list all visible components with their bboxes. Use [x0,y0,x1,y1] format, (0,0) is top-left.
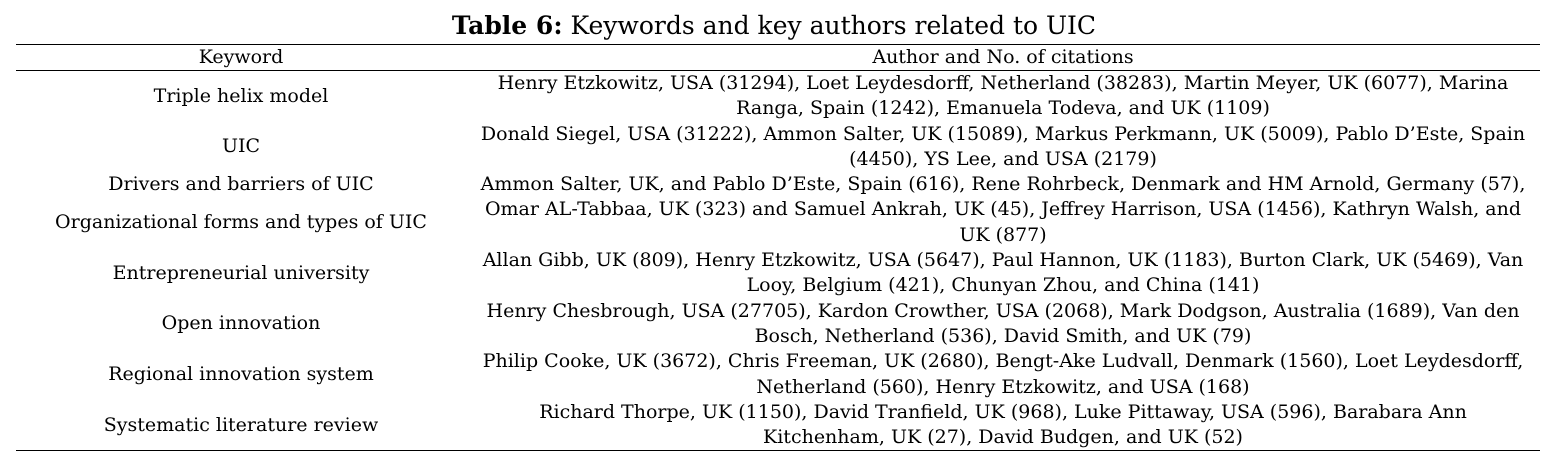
table-row [16,299,1540,350]
authors-cell: Donald Siegel, USA (31222), Ammon Salter, UK (15089), Markus Perkmann, UK (5009), Pablo D’Este, Spain (4450), YS Lee, and USA (2179) [480,122,1526,170]
authors-cell: Allan Gibb, UK (809), Henry Etzkowitz, USA (5647), Paul Hannon, UK (1183), Burton Clark, UK (5469), Van Looy, Belgium (421), Chunyan Zhou, and China (141) [482,249,1524,297]
table-row [16,71,1540,122]
table-row [16,248,1540,299]
authors-cell: Henry Etzkowitz, USA (31294), Loet Leydesdorff, Netherland (38283), Martin Meyer, UK (6077), Marina Ranga, Spain (1242), Emanuela Todeva, and UK (1109) [497,72,1509,120]
table-row [16,400,1540,451]
header-keyword: Keyword [16,45,466,71]
keyword-cell: UIC [221,135,261,158]
keyword-cell: Entrepreneurial university [112,261,370,284]
table-row [16,349,1540,400]
authors-cell: Ammon Salter, UK, and Pablo D’Este, Spain (616), Rene Rohrbeck, Denmark and HM Arnold, Germany (57), [480,173,1526,196]
header-row [16,45,1540,71]
authors-cell: Omar AL-Tabbaa, UK (323) and Samuel Ankrah, UK (45), Jeffrey Harrison, USA (1456), Kathryn Walsh, and UK (877) [484,198,1522,246]
authors-cell: Henry Chesbrough, USA (27705), Kardon Crowther, USA (2068), Mark Dodgson, Australia (1689), Van den Bosch, Netherland (536), David Smith, and UK (79) [486,299,1520,347]
keyword-cell: Organizational forms and types of UIC [55,211,427,234]
keyword-cell: Drivers and barriers of UIC [108,173,374,196]
authors-cell: Richard Thorpe, UK (1150), David Tranfield, UK (968), Luke Pittaway, USA (596), Barabara Ann Kitchenham, UK (27), David Budgen, and UK (52) [466,400,1540,451]
table-row [16,122,1540,173]
keyword-cell: Regional innovation system [108,362,374,385]
keyword-cell: Open innovation [161,312,321,335]
caption-text: Keywords and key authors related to UIC [562,11,1097,40]
header-authors: Author and No. of citations [466,45,1540,71]
table-caption [0,9,1548,43]
table-row [16,172,1540,197]
authors-cell: Philip Cooke, UK (3672), Chris Freeman, UK (2680), Bengt-Ake Ludvall, Denmark (1560), Loet Leydesdorff, Netherland (560), Henry Etzkowitz, and USA (168) [482,350,1524,398]
keyword-cell: Systematic literature review [16,400,466,451]
keywords-authors-table [16,44,1540,451]
caption-label: Table 6: [451,11,563,40]
table-row [16,197,1540,248]
keyword-cell: Triple helix model [153,84,329,107]
